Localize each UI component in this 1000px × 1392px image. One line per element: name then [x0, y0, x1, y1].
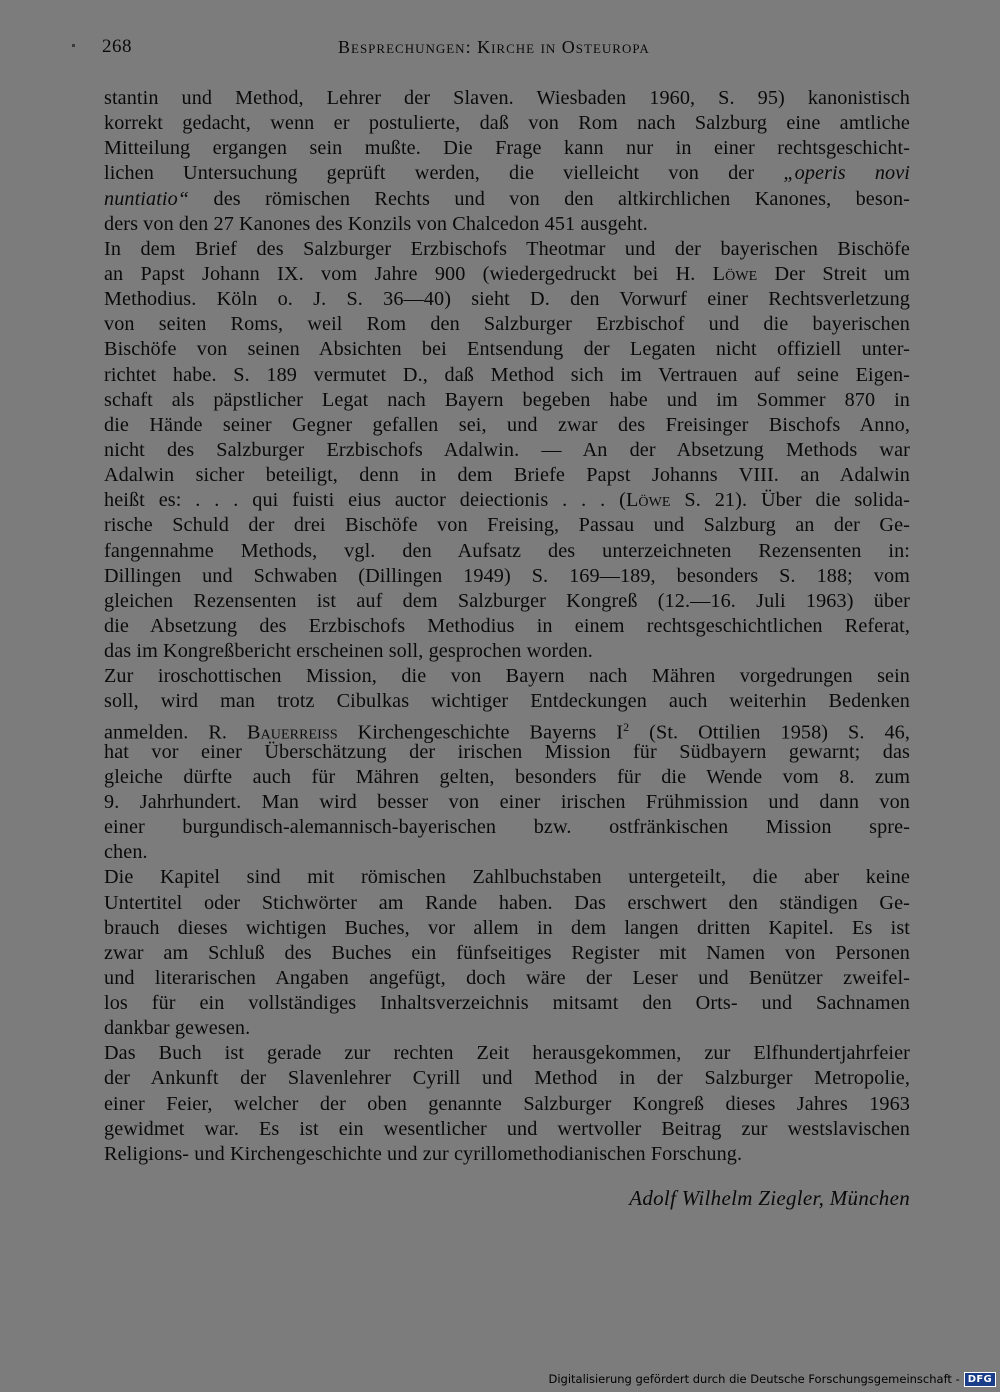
text-line: Die Kapitel sind mit römischen Zahlbuchstaben untergeteilt, die aber keine — [104, 866, 910, 889]
paragraph-4 — [104, 865, 910, 1041]
text-line: Zur iroschottischen Mission, die von Bayern nach Mähren vorgedrungen sein — [104, 665, 910, 688]
text-line: Religions- und Kirchengeschichte und zur cyrillomethodianischen Forschung. — [104, 1142, 743, 1165]
paragraph-3 — [104, 664, 910, 865]
digitization-footer — [548, 1370, 996, 1388]
text-line: gewidmet war. Es ist ein wesentlicher und wertvoller Beitrag zur westslavischen — [104, 1117, 910, 1140]
text-line: Adalwin sicher beteiligt, denn in dem Briefe Papst Johanns VIII. an Adalwin — [104, 464, 910, 487]
text-line: anmelden. R. Bauerreiss Kirchengeschichte Bayerns $I^2$ (St. Ottilien 1958) S. 46, — [104, 719, 911, 744]
text-line: stantin und Method, Lehrer der Slaven. Wiesbaden 1960, S. 95) kanonistisch — [104, 87, 910, 109]
text-line: brauch dieses wichtigen Buches, vor allem in dem langen dritten Kapitel. Es ist — [104, 916, 910, 939]
text-line: hat vor einer Überschätzung der irischen Mission für Südbayern gewarnt; das — [104, 740, 910, 763]
text-line: nicht des Salzburger Erzbischofs Adalwin. — An der Absetzung Methods war — [104, 438, 910, 461]
text-line: von seiten Roms, weil Rom den Salzburger Erzbischof und die bayerischen — [104, 313, 910, 336]
author-signature: Adolf Wilhelm Ziegler, München — [629, 1186, 910, 1210]
dfg-logo-icon: DFG — [964, 1372, 996, 1387]
text-line: 9. Jahrhundert. Man wird besser von einer irischen Frühmission und dann von — [104, 790, 910, 813]
text-line: soll, wird man trotz Cibulkas wichtiger Entdeckungen auch weiterhin Bedenken — [104, 690, 910, 713]
text-line: die Hände seiner Gegner gefallen sei, und zwar des Freisinger Bischofs Anno, — [104, 413, 910, 436]
text-line: und literarischen Angaben angefügt, doch wäre der Leser und Benützer zweifel- — [104, 966, 910, 989]
scan-mark — [72, 44, 75, 47]
text-line: fangennahme Methods, vgl. den Aufsatz des unterzeichneten Rezensenten in: — [104, 539, 910, 562]
text-line: der Ankunft der Slavenlehrer Cyrill und Method in der Salzburger Metropolie, — [104, 1067, 910, 1090]
text-line: nuntiatio“ des römischen Rechts und von den altkirchlichen Kanones, beson- — [104, 187, 910, 210]
text-line: die Absetzung des Erzbischofs Methodius in einem rechtsgeschichtlichen Referat, — [104, 614, 910, 637]
paragraph-5 — [104, 1041, 910, 1167]
text-line: Mitteilung ergangen sein mußte. Die Frage kann nur in einer rechtsgeschicht- — [104, 137, 910, 160]
text-line: In dem Brief des Salzburger Erzbischofs Theotmar und der bayerischen Bischöfe — [104, 237, 910, 260]
text-line: gleiche dürfte auch für Mähren gelten, besonders für die Wende vom 8. zum — [104, 765, 910, 788]
text-line: Dillingen und Schwaben (Dillingen 1949) S. 169—189, besonders S. 188; vom — [104, 564, 910, 587]
text-line: einer burgundisch-alemannisch-bayerischen bzw. ostfränkischen Mission spre- — [104, 816, 910, 839]
text-line: chen. — [104, 841, 148, 864]
text-line: ders von den 27 Kanones des Konzils von Chalcedon 451 ausgeht. — [104, 212, 648, 235]
text-line: gleichen Rezensenten ist auf dem Salzburger Kongreß (12.—16. Juli 1963) über — [104, 589, 910, 612]
text-line: das im Kongreßbericht erscheinen soll, gesprochen worden. — [104, 640, 593, 663]
text-line: los für ein vollständiges Inhaltsverzeichnis mitsamt den Orts- und Sachnamen — [104, 992, 910, 1015]
text-line: rische Schuld der drei Bischöfe von Freising, Passau und Salzburg an der Ge- — [104, 514, 910, 537]
text-line: zwar am Schluß des Buches ein fünfseitiges Register mit Namen von Personen — [104, 941, 910, 964]
text-line: korrekt gedacht, wenn er postulierte, daß von Rom nach Salzburg eine amtliche — [104, 112, 910, 135]
paragraph-2 — [104, 237, 910, 664]
page-header — [100, 36, 912, 64]
running-head: Besprechungen: Kirche in Osteuropa — [338, 37, 650, 57]
text-line: an Papst Johann IX. vom Jahre 900 (wiedergedruckt bei H. Löwe Der Streit um — [104, 262, 910, 285]
text-line: Bischöfe von seinen Absichten bei Entsendung der Legaten nicht offiziell unter- — [104, 338, 910, 361]
review-body — [104, 86, 910, 1167]
text-line: schaft als päpstlicher Legat nach Bayern begeben habe und im Sommer 870 in — [104, 388, 910, 411]
text-line: dankbar gewesen. — [104, 1017, 251, 1040]
text-line: einer Feier, welcher der oben genannte Salzburger Kongreß dieses Jahres 1963 — [104, 1092, 910, 1115]
text-line: richtet habe. S. 189 vermutet D., daß Method sich im Vertrauen auf seine Eigen- — [104, 363, 910, 386]
text-line: lichen Untersuchung geprüft werden, die vielleicht von der „operis novi — [104, 162, 910, 185]
paragraph-1 — [104, 86, 910, 237]
text-line: Das Buch ist gerade zur rechten Zeit herausgekommen, zur Elfhundertjahrfeier — [104, 1042, 910, 1065]
page-number: 268 — [102, 36, 132, 57]
funding-note: Digitalisierung gefördert durch die Deutsche Forschungsgemeinschaft - — [548, 1372, 960, 1386]
text-line: Methodius. Köln o. J. S. 36—40) sieht D. den Vorwurf einer Rechtsverletzung — [104, 288, 910, 311]
text-line: Untertitel oder Stichwörter am Rande haben. Das erschwert den ständigen Ge- — [104, 891, 910, 914]
text-line: heißt es: . . . qui fuisti eius auctor deiectionis . . . (Löwe S. 21). Über die solida- — [104, 489, 910, 512]
